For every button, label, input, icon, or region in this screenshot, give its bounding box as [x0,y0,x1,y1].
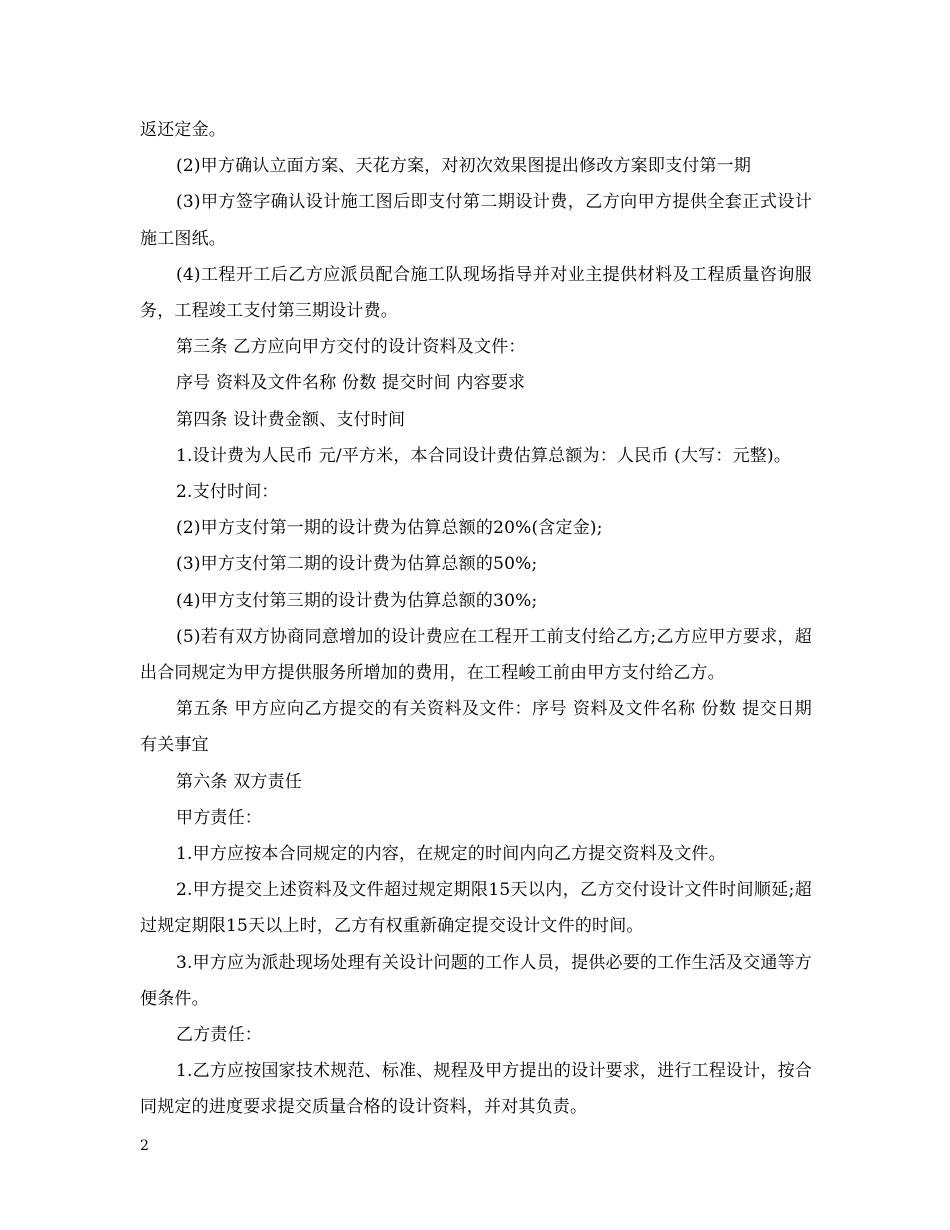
paragraph: 2.甲方提交上述资料及文件超过规定期限15天以内，乙方交付设计文件时间顺延;超过规定期限15天以上时，乙方有权重新确定提交设计文件的时间。 [140,880,812,937]
paragraph: 第六条 双方责任 [176,771,303,792]
paragraph: 第五条 甲方应向乙方提交的有关资料及文件：序号 资料及文件名称 份数 提交日期 有关事宜 [140,699,812,756]
paragraph: (2)甲方支付第一期的设计费为估算总额的20%(含定金); [176,518,603,539]
paragraph: (3)甲方签字确认设计施工图后即支付第二期设计费，乙方向甲方提供全套正式设计施工图纸。 [140,192,812,249]
paragraph: 1.设计费为人民币 元/平方米，本合同设计费估算总额为：人民币 (大写：元整)。 [176,445,792,466]
page-number: 2 [140,1138,149,1154]
paragraph: (4)甲方支付第三期的设计费为估算总额的30%; [176,590,538,611]
paragraph: 1.甲方应按本合同规定的内容，在规定的时间内向乙方提交资料及文件。 [176,844,726,865]
paragraph: 3.甲方应为派赴现场处理有关设计问题的工作人员，提供必要的工作生活及交通等方便条件。 [140,952,812,1009]
paragraph: 1.乙方应按国家技术规范、标准、规程及甲方提出的设计要求，进行工程设计，按合同规定的进度要求提交质量合格的设计资料，并对其负责。 [140,1061,812,1118]
paragraph: (5)若有双方协商同意增加的设计费应在工程开工前支付给乙方;乙方应甲方要求，超出合同规定为甲方提供服务所增加的费用，在工程峻工前由甲方支付给乙方。 [140,626,812,684]
paragraph: (3)甲方支付第二期的设计费为估算总额的50%; [176,554,538,575]
paragraph: 甲方责任： [176,807,262,828]
paragraph: 2.支付时间： [176,482,279,503]
paragraph: 第三条 乙方应向甲方交付的设计资料及文件： [176,337,526,358]
paragraph: 第四条 设计费金额、支付时间 [176,409,406,430]
paragraph: 返还定金。 [140,120,226,140]
paragraph: 序号 资料及文件名称 份数 提交时间 内容要求 [176,373,526,394]
paragraph: 乙方责任： [176,1025,262,1046]
paragraph: (2)甲方确认立面方案、天花方案，对初次效果图提出修改方案即支付第一期 [176,156,752,177]
paragraph: (4)工程开工后乙方应派员配合施工队现场指导并对业主提供材料及工程质量咨询服务，工程竣工支付第三期设计费。 [140,264,812,322]
document-body [140,112,812,1126]
